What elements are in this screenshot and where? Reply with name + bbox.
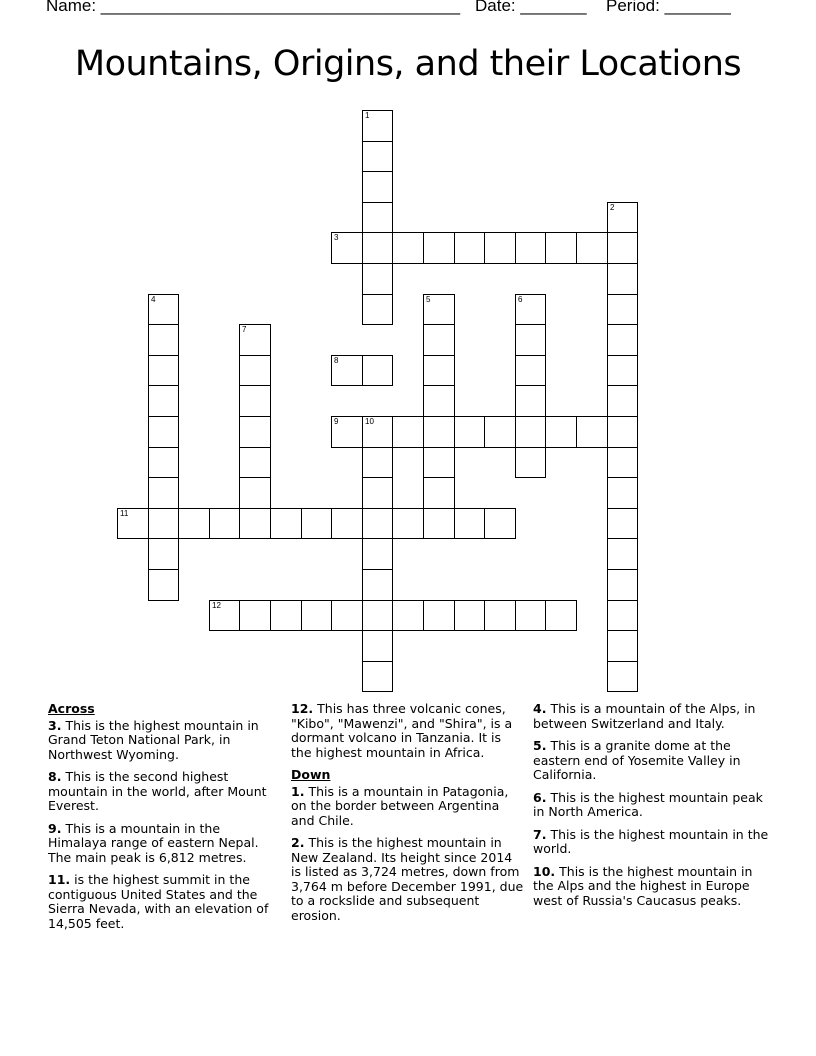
crossword-cell[interactable] bbox=[362, 508, 393, 539]
crossword-cell[interactable] bbox=[545, 416, 577, 448]
clue-number-label: 11 bbox=[120, 509, 129, 518]
clue-number-label: 1 bbox=[365, 111, 370, 120]
clue-down-7: 7. This is the highest mountain in the world. bbox=[533, 826, 769, 856]
crossword-cell[interactable] bbox=[484, 416, 516, 448]
clue-across-12: 12. This has three volcanic cones, "Kibo", "Mawenzi", and "Shira", is a dormant volcano in Tanzania. It is the highest mountain in Africa. bbox=[291, 701, 513, 760]
clue-number-label: 6 bbox=[518, 295, 523, 304]
clue-across-9: 9. This is a mountain in the Himalaya range of eastern Nepal. The main peak is 6,812 metres. bbox=[48, 820, 259, 865]
crossword-cell[interactable] bbox=[392, 508, 424, 539]
crossword-cell[interactable] bbox=[239, 600, 271, 631]
clue-down-6: 6. This is the highest mountain peak in North America. bbox=[533, 789, 763, 819]
clues-column-3 bbox=[533, 702, 769, 916]
crossword-cell[interactable] bbox=[239, 416, 271, 448]
crossword-cell[interactable] bbox=[607, 416, 638, 448]
crossword-cell[interactable] bbox=[607, 294, 638, 325]
crossword-cell[interactable] bbox=[607, 477, 638, 509]
clue-number-label: 5 bbox=[426, 295, 431, 304]
crossword-cell[interactable] bbox=[454, 600, 485, 631]
crossword-cell[interactable] bbox=[423, 600, 455, 631]
clue-across-3: 3. This is the highest mountain in Grand Teton National Park, in Northwest Wyoming. bbox=[48, 717, 259, 762]
clue-number-label: 9 bbox=[334, 417, 339, 426]
crossword-cell[interactable] bbox=[484, 508, 516, 539]
crossword-cell[interactable] bbox=[607, 600, 638, 631]
clue-down-1: 1. This is a mountain in Patagonia, on the border between Argentina and Chile. bbox=[291, 783, 509, 828]
clue-number-label: 7 bbox=[242, 325, 247, 334]
crossword-cell[interactable] bbox=[362, 294, 393, 325]
down-heading: Down bbox=[291, 767, 331, 782]
crossword-cell[interactable] bbox=[362, 202, 393, 233]
crossword-cell[interactable] bbox=[331, 355, 363, 386]
crossword-cell[interactable] bbox=[515, 416, 546, 448]
crossword-cell[interactable] bbox=[515, 600, 546, 631]
crossword-cell[interactable] bbox=[331, 232, 363, 264]
crossword-cell[interactable] bbox=[607, 447, 638, 478]
crossword-cell[interactable] bbox=[362, 630, 393, 662]
crossword-cell[interactable] bbox=[515, 324, 546, 356]
crossword-cell[interactable] bbox=[484, 232, 516, 264]
crossword-cell[interactable] bbox=[148, 416, 179, 448]
crossword-cell[interactable] bbox=[362, 110, 393, 142]
crossword-cell[interactable] bbox=[362, 171, 393, 203]
crossword-cell[interactable] bbox=[484, 600, 516, 631]
crossword-cell[interactable] bbox=[301, 600, 332, 631]
crossword-cell[interactable] bbox=[454, 508, 485, 539]
crossword-cell[interactable] bbox=[362, 355, 393, 386]
crossword-cell[interactable] bbox=[239, 324, 271, 356]
crossword-cell[interactable] bbox=[607, 538, 638, 570]
crossword-cell[interactable] bbox=[239, 508, 271, 539]
crossword-cell[interactable] bbox=[576, 416, 608, 448]
crossword-cell[interactable] bbox=[454, 232, 485, 264]
crossword-cell[interactable] bbox=[545, 600, 577, 631]
crossword-cell[interactable] bbox=[515, 355, 546, 386]
clue-number-label: 2 bbox=[610, 203, 615, 212]
crossword-cell[interactable] bbox=[148, 355, 179, 386]
crossword-cell[interactable] bbox=[423, 508, 455, 539]
crossword-cell[interactable] bbox=[362, 538, 393, 570]
crossword-cell[interactable] bbox=[607, 232, 638, 264]
clues-column-2 bbox=[291, 702, 525, 931]
crossword-cell[interactable] bbox=[423, 294, 455, 325]
crossword-cell[interactable] bbox=[607, 263, 638, 295]
crossword-cell[interactable] bbox=[148, 324, 179, 356]
clue-number-label: 4 bbox=[151, 295, 156, 304]
crossword-cell[interactable] bbox=[270, 600, 302, 631]
crossword-cell[interactable] bbox=[148, 569, 179, 601]
crossword-cell[interactable] bbox=[423, 477, 455, 509]
clue-number-label: 12 bbox=[212, 601, 221, 610]
crossword-cell[interactable] bbox=[607, 508, 638, 539]
clue-down-10: 10. This is the highest mountain in the Alps and the highest in Europe west of Russia's Caucasus peaks. bbox=[533, 863, 753, 908]
crossword-cell[interactable] bbox=[607, 630, 638, 662]
crossword-cell[interactable] bbox=[362, 263, 393, 295]
crossword-cell[interactable] bbox=[545, 232, 577, 264]
crossword-cell[interactable] bbox=[423, 416, 455, 448]
crossword-cell[interactable] bbox=[209, 600, 240, 631]
crossword-cell[interactable] bbox=[178, 508, 210, 539]
crossword-cell[interactable] bbox=[607, 661, 638, 692]
clue-across-11: 11. is the highest summit in the contiguous United States and the Sierra Nevada, with an elevation of 14,505 feet. bbox=[48, 872, 269, 931]
crossword-cell[interactable] bbox=[423, 324, 455, 356]
crossword-cell[interactable] bbox=[607, 385, 638, 417]
crossword-cell[interactable] bbox=[392, 416, 424, 448]
crossword-cell[interactable] bbox=[362, 569, 393, 601]
crossword-cell[interactable] bbox=[515, 294, 546, 325]
page-title: Mountains, Origins, and their Locations bbox=[74, 44, 742, 84]
crossword-cell[interactable] bbox=[392, 232, 424, 264]
crossword-cell[interactable] bbox=[515, 232, 546, 264]
crossword-cell[interactable] bbox=[576, 232, 608, 264]
crossword-cell[interactable] bbox=[148, 477, 179, 509]
crossword-cell[interactable] bbox=[239, 447, 271, 478]
clue-down-4: 4. This is a mountain of the Alps, in between Switzerland and Italy. bbox=[533, 701, 756, 731]
crossword-cell[interactable] bbox=[423, 232, 455, 264]
crossword-cell[interactable] bbox=[515, 447, 546, 478]
crossword-cell[interactable] bbox=[270, 508, 302, 539]
crossword-cell[interactable] bbox=[331, 508, 363, 539]
crossword-cell[interactable] bbox=[148, 294, 179, 325]
crossword-cell[interactable] bbox=[301, 508, 332, 539]
crossword-cell[interactable] bbox=[148, 385, 179, 417]
crossword-cell[interactable] bbox=[362, 141, 393, 172]
crossword-cell[interactable] bbox=[515, 385, 546, 417]
name-field[interactable]: Name: ______________________________________ bbox=[46, 0, 461, 15]
crossword-cell[interactable] bbox=[362, 477, 393, 509]
crossword-cell[interactable] bbox=[209, 508, 240, 539]
clue-number-label: 8 bbox=[334, 356, 339, 365]
crossword-cell[interactable] bbox=[331, 600, 363, 631]
crossword-cell[interactable] bbox=[607, 324, 638, 356]
crossword-cell[interactable] bbox=[423, 447, 455, 478]
crossword-cell[interactable] bbox=[423, 385, 455, 417]
crossword-cell[interactable] bbox=[454, 416, 485, 448]
crossword-cell[interactable] bbox=[607, 355, 638, 386]
clue-number-label: 10 bbox=[365, 417, 374, 426]
crossword-cell[interactable] bbox=[362, 447, 393, 478]
crossword-cell[interactable] bbox=[423, 355, 455, 386]
date-field[interactable]: Date: _______ bbox=[475, 0, 587, 15]
crossword-cell[interactable] bbox=[331, 416, 363, 448]
crossword-cell[interactable] bbox=[239, 385, 271, 417]
crossword-cell[interactable] bbox=[148, 538, 179, 570]
crossword-cell[interactable] bbox=[239, 477, 271, 509]
crossword-cell[interactable] bbox=[607, 202, 638, 233]
period-field[interactable]: Period: _______ bbox=[606, 0, 731, 15]
crossword-cell[interactable] bbox=[239, 355, 271, 386]
clue-down-2: 2. This is the highest mountain in New Zealand. Its height since 2014 is listed as 3,724 metres, down from 3,764 m before December 1991, due to a rockslide and subsequent erosion. bbox=[291, 835, 524, 923]
crossword-cell[interactable] bbox=[117, 508, 149, 539]
crossword-cell[interactable] bbox=[362, 661, 393, 692]
crossword-cell[interactable] bbox=[148, 508, 179, 539]
crossword-cell[interactable] bbox=[362, 600, 393, 631]
crossword-cell[interactable] bbox=[362, 416, 393, 448]
clue-number-label: 3 bbox=[334, 233, 339, 242]
across-heading: Across bbox=[48, 701, 95, 716]
crossword-cell[interactable] bbox=[148, 447, 179, 478]
clue-down-5: 5. This is a granite dome at the eastern end of Yosemite Valley in California. bbox=[533, 738, 741, 782]
crossword-cell[interactable] bbox=[362, 232, 393, 264]
crossword-cell[interactable] bbox=[392, 600, 424, 631]
crossword-cell[interactable] bbox=[607, 569, 638, 601]
clues-column-1 bbox=[48, 702, 280, 939]
clue-across-8: 8. This is the second highest mountain in the world, after Mount Everest. bbox=[48, 769, 267, 813]
